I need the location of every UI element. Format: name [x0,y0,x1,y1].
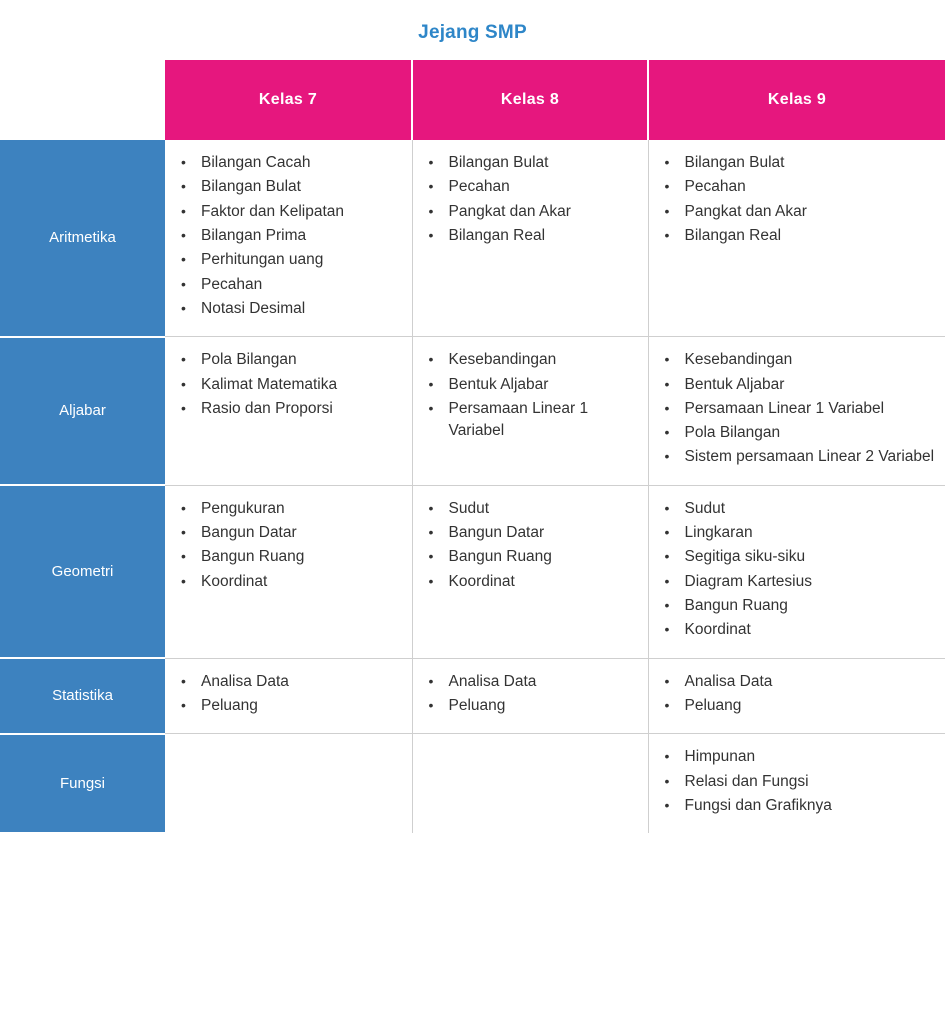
list-item: • Bangun Datar [175,522,402,544]
cell-fungsi-kelas7 [165,734,412,833]
list-item: • Fungsi dan Grafiknya [659,795,936,817]
topic-list [423,498,638,593]
header-row [0,60,945,140]
topic-list [659,152,936,247]
list-item: • Sudut [659,498,936,520]
list-item: • Kesebandingan [659,349,936,371]
topic-list [175,671,402,718]
topic-list [659,498,936,642]
cell-statistika-kelas9 [648,658,945,734]
table-header [0,60,945,140]
list-item: • Relasi dan Fungsi [659,771,936,793]
list-item: • Koordinat [659,619,936,641]
table-corner-cell [0,60,165,140]
topic-list [659,349,936,469]
column-header-kelas-9: Kelas 9 [648,60,945,140]
column-header-kelas-7: Kelas 7 [165,60,412,140]
cell-aljabar-kelas7 [165,337,412,486]
list-item: • Pecahan [423,176,638,198]
list-item: • Segitiga siku-siku [659,546,936,568]
list-item: • Himpunan [659,746,936,768]
list-item: • Sistem persamaan Linear 2 Variabel [659,446,936,468]
list-item: • Rasio dan Proporsi [175,398,402,420]
list-item: • Pangkat dan Akar [423,201,638,223]
table-row [0,658,945,734]
topic-list [659,746,936,817]
list-item: • Peluang [659,695,936,717]
list-item: • Pangkat dan Akar [659,201,936,223]
list-item: • Persamaan Linear 1 Variabel [659,398,936,420]
list-item: • Bangun Ruang [659,595,936,617]
cell-statistika-kelas7 [165,658,412,734]
list-item: • Analisa Data [423,671,638,693]
table-row [0,485,945,658]
cell-aritmetika-kelas8 [412,140,648,337]
list-item: • Kalimat Matematika [175,374,402,396]
topic-list [175,349,402,420]
list-item: • Peluang [175,695,402,717]
list-item: • Pengukuran [175,498,402,520]
list-item: • Bangun Ruang [175,546,402,568]
cell-aljabar-kelas8 [412,337,648,486]
cell-geometri-kelas9 [648,485,945,658]
cell-aritmetika-kelas9 [648,140,945,337]
list-item: • Bilangan Real [423,225,638,247]
list-item: • Kesebandingan [423,349,638,371]
list-item: • Bangun Ruang [423,546,638,568]
row-header-aritmetika: Aritmetika [0,140,165,337]
list-item: • Notasi Desimal [175,298,402,320]
list-item: • Faktor dan Kelipatan [175,201,402,223]
curriculum-table [0,60,945,834]
topic-list [423,671,638,718]
list-item: • Bentuk Aljabar [423,374,638,396]
row-header-geometri: Geometri [0,485,165,658]
list-item: • Peluang [423,695,638,717]
column-header-kelas-8: Kelas 8 [412,60,648,140]
list-item: • Pola Bilangan [175,349,402,371]
topic-list [175,498,402,593]
list-item: • Bilangan Bulat [423,152,638,174]
list-item: • Koordinat [423,571,638,593]
list-item: • Koordinat [175,571,402,593]
row-header-statistika: Statistika [0,658,165,734]
list-item: • Bentuk Aljabar [659,374,936,396]
list-item: • Bangun Datar [423,522,638,544]
list-item: • Lingkaran [659,522,936,544]
row-header-fungsi: Fungsi [0,734,165,833]
list-item: • Perhitungan uang [175,249,402,271]
list-item: • Sudut [423,498,638,520]
topic-list [175,152,402,320]
list-item: • Bilangan Prima [175,225,402,247]
list-item: • Bilangan Bulat [175,176,402,198]
cell-geometri-kelas7 [165,485,412,658]
cell-aritmetika-kelas7 [165,140,412,337]
list-item: • Analisa Data [659,671,936,693]
list-item: • Bilangan Cacah [175,152,402,174]
table-row [0,337,945,486]
cell-statistika-kelas8 [412,658,648,734]
page-title: Jejang SMP [418,22,527,43]
topic-list [423,152,638,247]
cell-fungsi-kelas8 [412,734,648,833]
list-item: • Bilangan Bulat [659,152,936,174]
list-item: • Persamaan Linear 1 Variabel [423,398,638,443]
list-item: • Analisa Data [175,671,402,693]
list-item: • Pecahan [659,176,936,198]
table-row [0,734,945,833]
list-item: • Diagram Kartesius [659,571,936,593]
list-item: • Pecahan [175,274,402,296]
row-header-aljabar: Aljabar [0,337,165,486]
cell-aljabar-kelas9 [648,337,945,486]
topic-list [423,349,638,442]
table-row [0,140,945,337]
topic-list [659,671,936,718]
cell-fungsi-kelas9 [648,734,945,833]
list-item: • Pola Bilangan [659,422,936,444]
table-body [0,140,945,833]
cell-geometri-kelas8 [412,485,648,658]
list-item: • Bilangan Real [659,225,936,247]
